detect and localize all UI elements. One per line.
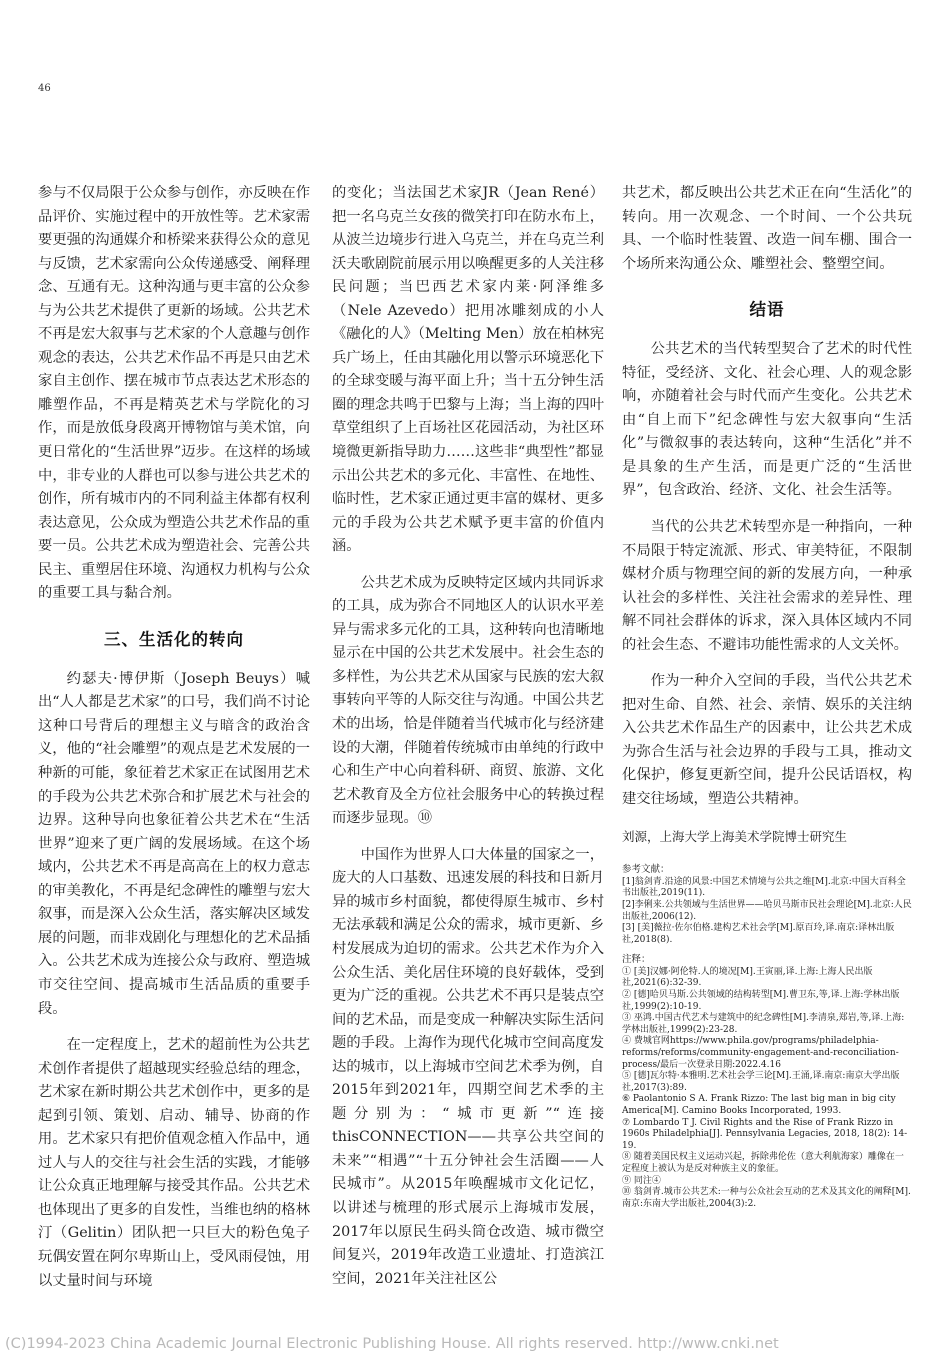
page-number: 46 <box>38 83 51 94</box>
note-item: ⑥ Paolantonio S A. Frank Rizzo: The last big man in big city America[M]. Camino Books Incorporated, 1993. <box>622 1094 896 1116</box>
column-right <box>622 182 912 1210</box>
note-item: ④ 费城官网https://www.phila.gov/programs/philadelphia-reforms/reforms/community-engagement-and-reconciliation-process/最后一次登录日期:2022.4.16 <box>622 1036 899 1070</box>
paragraph: 作为一种介入空间的手段，当代公共艺术把对生命、自然、社会、亲情、娱乐的关注纳入公共艺术作品生产的因素中，让公共艺术成为弥合生活与社会边界的手段与工具，推动文化保护，修复更新空间，提升公民话语权，构建交往场域，塑造公共精神。 <box>622 673 912 808</box>
paragraph: 参与不仅局限于公众参与创作，亦反映在作品评价、实施过程中的开放性等。艺术家需要更强的沟通媒介和桥梁来获得公众的意见与反馈，艺术家需向公众传递感受、阐释理念、互通有无。这种沟通与更丰富的公众参与为公共艺术提供了更新的场域。公共艺术不再是宏大叙事与艺术家的个人意趣与创作观念的表达，公共艺术作品不再是只由艺术家自主创作、摆在城市节点表达艺术形态的雕塑作品，不再是精英艺术与学院化的习作，而是放低身段离开博物馆与美术馆，向更日常化的“生活世界”迈步。在这样的场域中，非专业的人群也可以参与进公共艺术的创作，所有城市内的不同利益主体都有权利表达意见，公众成为塑造公共艺术作品的重要一员。公共艺术成为塑造社会、完善公共民主、重塑居住环境、沟通权力机构与公众的重要工具与黏合剂。 <box>38 185 310 602</box>
paragraph: 公共艺术的当代转型契合了艺术的时代性特征，受经济、文化、社会心理、人的观念影响，亦随着社会与时代而产生变化。公共艺术由“自上而下”纪念碑性与宏大叙事向“生活化”与微叙事的表达转向，这种“生活化”并不是具象的生产生活，而是更广泛的“生活世界”，包含政治、经济、文化、社会生活等。 <box>622 341 912 499</box>
references-block <box>622 864 912 1210</box>
conclusion-heading: 结语 <box>749 300 785 320</box>
column-middle <box>332 182 604 1291</box>
note-item: ⑩ 翁剑青.城市公共艺术:一种与公众社会互动的艺术及其文化的阐释[M].南京:东南大学出版社,2004(3):2. <box>622 1187 911 1209</box>
note-item: ⑨ 同注④ <box>622 1175 661 1186</box>
paragraph: 共艺术，都反映出公共艺术正在向“生活化”的转向。用一次观念、一个时间、一个公共玩具、一个临时性装置、改造一间车棚、围合一个场所来沟通公众、雕塑社会、整塑空间。 <box>622 185 912 272</box>
note-item: ① [美]汉娜·阿伦特.人的境况[M].王寅丽,译.上海:上海人民出版社,2021(6):32-39. <box>622 966 873 989</box>
paragraph: 约瑟夫·博伊斯（Joseph Beuys）喊出“人人都是艺术家”的口号，我们尚不讨论这种口号背后的理想主义与暗含的政治含义，他的“社会雕塑”的观点是艺术发展的一种新的可能，象征着艺术家正在试图用艺术的手段为公共艺术弥合和扩展艺术与社会的边界。这种导向也象征着公共艺术在“生活世界”迎来了更广阔的发展场域。在这个场域内，公共艺术不再是高高在上的权力意志的审美教化，不再是纪念碑性的雕塑与宏大叙事，而是深入公众生活，落实解决区域发展的问题，而非戏剧化与理想化的艺术品插入。公共艺术成为连接公众与政府、塑造城市交往空间、提高城市生活品质的重要手段。 <box>38 670 310 1017</box>
paragraph: 公共艺术成为反映特定区域内共同诉求的工具，成为弥合不同地区人的认识水平差异与需求多元化的工具，这种转向也清晰地显示在中国的公共艺术发展中。社会生态的多样性，为公共艺术从国家与民族的宏大叙事转向平等的人际交往与沟通。中国公共艺术的出场，恰是伴随着当代城市化与经济建设的大潮，伴随着传统城市由单纯的行政中心和生产中心向着科研、商贸、旅游、文化艺术教育及全方位社会服务中心的转换过程而逐步显现。⑩ <box>332 574 604 827</box>
note-item: ③ 巫鸿.中国古代艺术与建筑中的纪念碑性[M].李清泉,郑岩,等,译.上海:学林出版社,1999(2):23-28. <box>622 1013 905 1035</box>
author-line: 刘源，上海大学上海美术学院博士研究生 <box>622 828 848 844</box>
paragraph: 当代的公共艺术转型亦是一种指向，一种不局限于特定流派、形式、审美特征，不限制媒材介质与物理空间的新的发展方向，一种承认社会的多样性、关注社会需求的差异性、理解不同社会群体的诉求，深入具体区域内不同的社会生态、不避讳功能性需求的人文关怀。 <box>622 519 912 653</box>
paragraph: 在一定程度上，艺术的超前性为公共艺术创作者提供了超越现实经验总结的理念，艺术家在新时期公共艺术创作中，更多的是起到引领、策划、启动、辅导、协商的作用。艺术家只有把价值观念植入作品中，通过人与人的交往与社会生活的实践，才能够让公众真正地理解与接受其作品。公共艺术也体现出了更多的自发性，当维也纳的格林汀（Gelitin）团队把一只巨大的粉色兔子玩偶安置在阿尔卑斯山上，受风雨侵蚀，用以丈量时间与环境 <box>38 1037 310 1289</box>
reference-item: [2]李俐来.公共领域与生活世界——哈贝马斯市民社会理论[M].北京:人民出版社,2006(12). <box>622 899 912 922</box>
reference-item: [1]翁剑青.沿途的风景:中国艺术情境与公共之维[M].北京:中国大百科全书出版社,2019(11). <box>622 876 906 899</box>
note-item: ⑧ 随着美国民权主义运动兴起，拆除弗伦佐（意大利航海家）雕像在一定程度上被认为是反对种族主义的象征。 <box>622 1152 904 1174</box>
references-title: 参考文献： <box>622 864 670 876</box>
paragraph: 的变化；当法国艺术家JR（Jean René）把一名乌克兰女孩的微笑打印在防水布上，从波兰边境步行进入乌克兰，并在乌克兰利沃夫歌剧院前展示用以唤醒更多的人关注移民问题；当巴西艺术家内莱·阿泽维多（Nele Azevedo）把用冰雕刻成的小人《融化的人》（Melting Men）放在柏林宪兵广场上，任由其融化用以警示环境恶化下的全球变暖与海平面上升；当十五分钟生活圈的理念共鸣于巴黎与上海；当上海的四叶草堂组织了上百场社区花园活动，为社区环境微更新指导助力……这些非“典型性”都显示出公共艺术的多元化、丰富性、在地性、临时性，艺术家正通过更丰富的媒材、更多元的手段为公共艺术赋予更丰富的价值内涵。 <box>332 185 604 555</box>
copyright-footer: (C)1994-2023 China Academic Journal Electronic Publishing House. All rights reserved. http://www.cnki.net <box>5 1336 779 1352</box>
note-item: ⑦ Lombardo T J. Civil Rights and the Rise of Frank Rizzo in 1960s Philadelphia[J]. Pennsylvania Legacies, 2018, 18(2): 14-19. <box>622 1117 908 1151</box>
notes-title: 注释： <box>622 954 651 966</box>
column-left <box>38 182 310 1293</box>
note-item: ② [德]哈贝马斯.公共领域的结构转型[M].曹卫东,等,译.上海:学林出版社,1999(2):10-19. <box>622 990 900 1012</box>
reference-item: [3] [美]薇拉·佐尔伯格.建构艺术社会学[M].原百玲,译.南京:译林出版社,2018(8). <box>622 923 895 945</box>
paragraph: 中国作为世界人口大体量的国家之一，庞大的人口基数、迅速发展的科技和日新月异的城市乡村面貌，都使得原生城市、乡村无法承载和满足公众的需求，城市更新、乡村发展成为迫切的需求。公共艺术作为介入公众生活、美化居住环境的良好载体，受到更为广泛的重视。公共艺术不再只是装点空间的艺术品，而是变成一种解决实际生活问题的手段。上海作为现代化城市空间高度发达的城市，以上海城市空间艺术季为例，自2015年到2021年，四期空间艺术季的主题分别为：“城市更新”“连接thisCONNECTION——共享公共空间的未来”“相遇”“十五分钟社会生活圈——人民城市”。从2015年唤醒城市文化记忆，以讲述与梳理的形式展示上海城市发展，2017年以原民生码头筒仓改造、城市微空间复兴，2019年改造工业遗址、打造滨江空间，2021年关注社区公 <box>332 846 604 1287</box>
note-item: ⑤ [德]瓦尔特·本雅明.艺术社会学三论[M].王涌,译.南京:南京大学出版社,2017(3):89. <box>622 1071 900 1093</box>
section-heading: 三、生活化的转向 <box>104 629 244 649</box>
